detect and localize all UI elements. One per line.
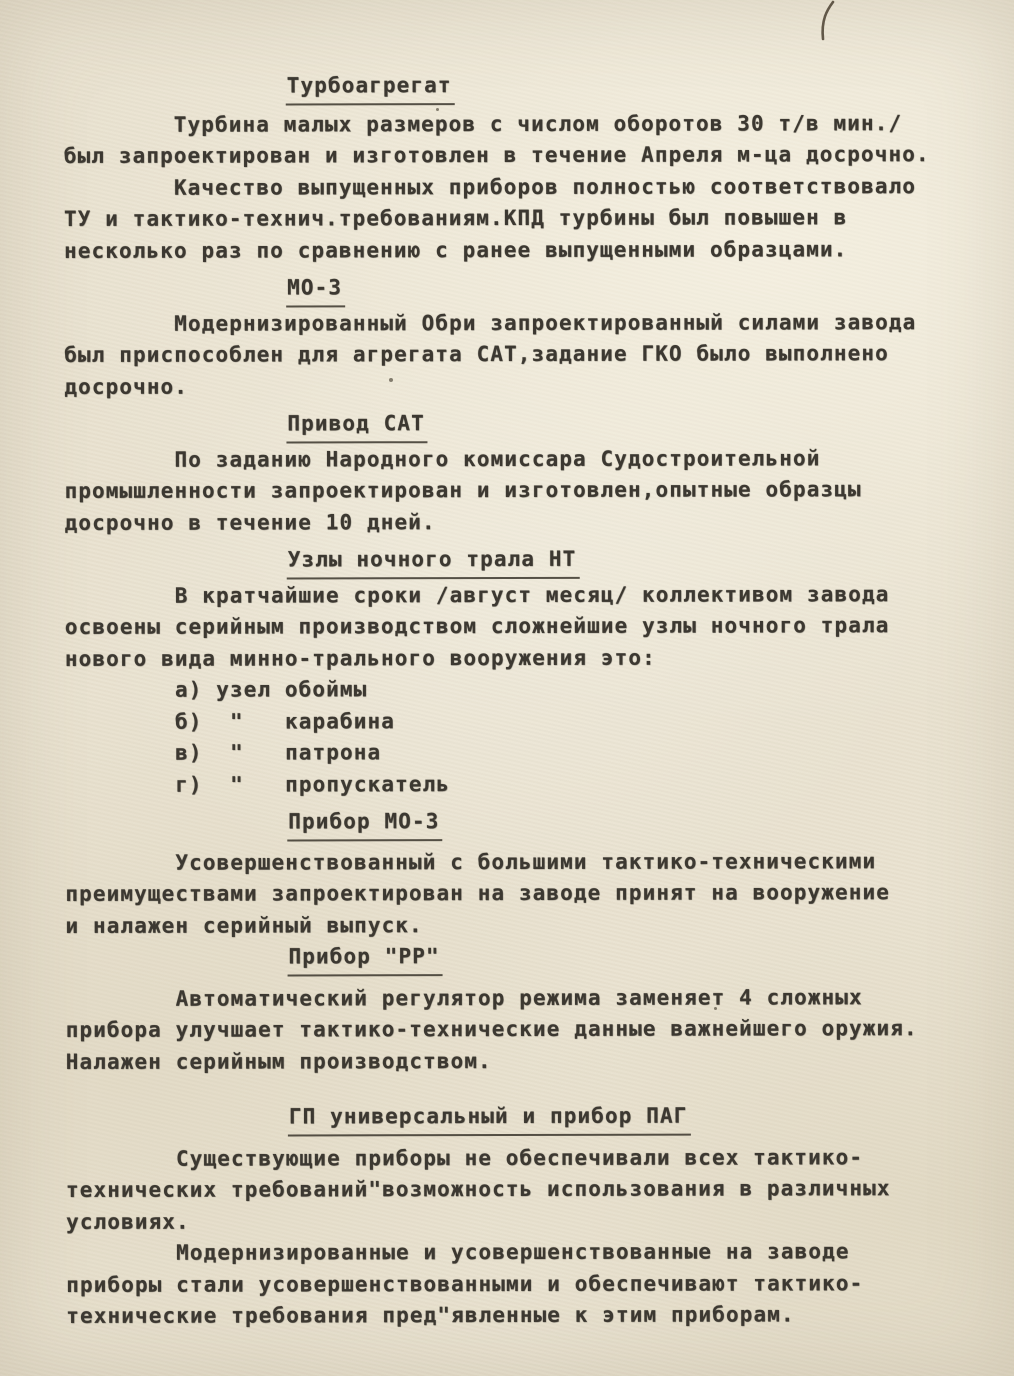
- text-line: Модернизированные и усовершенствованные на заводе: [176, 1239, 850, 1265]
- section: [66, 940, 971, 1078]
- paragraph: [66, 1142, 971, 1238]
- text-line: Модернизированный Обри запроектированный силами завода: [174, 309, 917, 336]
- text-line: Налажен серийным производством.: [65, 1048, 492, 1074]
- section-heading-row: [286, 271, 969, 304]
- text-line: По заданию Народного комиссара Судостроительной: [174, 445, 821, 472]
- text-line: Существующие приборы не обеспечивали всех тактико-: [175, 1144, 864, 1171]
- section-heading-row: [288, 940, 971, 973]
- text-line: В кратчайшие сроки /август месяц/ коллективом завода: [174, 581, 890, 608]
- text-line: приборы стали усовершенствованными и обеспечивают тактико-: [66, 1270, 864, 1297]
- text-line: условиях.: [66, 1209, 190, 1234]
- text-line: досрочно.: [64, 374, 189, 399]
- text-line: Качество выпущенных приборов полностью соответствовало: [173, 173, 917, 200]
- text-line: был приспособлен для агрегата САТ,задание ГКО было выполнено: [64, 341, 889, 367]
- section-heading: МО-3: [286, 272, 345, 307]
- text-line: был запроектирован и изготовлен в течение Апреля м-ца досрочно.: [63, 142, 930, 168]
- section-heading: Прибор МО-3: [287, 806, 442, 841]
- item-list: [65, 673, 970, 801]
- section: [66, 1100, 971, 1332]
- section-heading-row: [286, 69, 969, 102]
- paragraph: [66, 982, 971, 1078]
- paragraph: [64, 108, 969, 173]
- text-line: Турбина малых размеров с числом оборотов 30 т/в мин./: [173, 110, 903, 137]
- section-heading: Привод САТ: [286, 408, 428, 443]
- text-line: досрочно в течение 10 дней.: [64, 509, 436, 535]
- section-heading: Узлы ночного трала НТ: [287, 544, 580, 579]
- list-item: б) " карабина: [175, 708, 395, 734]
- list-item: г) " пропускатель: [175, 771, 451, 797]
- text-line: нового вида минно-трального вооружения это:: [64, 645, 656, 671]
- paragraph: [65, 846, 970, 942]
- text-line: прибора улучшает тактико-технические данные важнейшего оружия.: [65, 1016, 918, 1042]
- text-line: освоены серийным производством сложнейшие узлы ночного трала: [64, 613, 890, 639]
- document-body: [64, 69, 972, 1332]
- list-item: а) узел обоймы: [174, 677, 368, 702]
- text-line: Усовершенствованный с большими тактико-техническими: [175, 848, 877, 875]
- section-heading-row: [287, 805, 970, 838]
- section: [65, 543, 971, 801]
- section-heading-row: [287, 543, 970, 576]
- text-line: несколько раз по сравнению с ранее выпущенными образцами.: [64, 236, 848, 263]
- section-heading-row: [288, 1100, 971, 1133]
- paragraph: [65, 579, 970, 675]
- text-line: преимуществами запроектирован на заводе принят на вооружение: [65, 880, 891, 906]
- section-heading-row: [286, 407, 969, 440]
- text-line: технических требований"возможность использования в различных: [65, 1176, 891, 1202]
- section: [64, 271, 969, 403]
- text-line: технические требования пред"явленные к этим приборам.: [66, 1302, 795, 1328]
- handwritten-mark: [812, 0, 840, 42]
- section: [64, 69, 969, 267]
- section: [64, 407, 969, 539]
- section-heading: Прибор "РР": [288, 941, 443, 976]
- text-line: Автоматический регулятор режима заменяет 4 сложных: [175, 984, 863, 1011]
- text-line: промышленности запроектирован и изготовлен,опытные образцы: [64, 477, 862, 503]
- list-item: в) " патрона: [175, 740, 382, 765]
- paragraph: [66, 1236, 971, 1332]
- text-line: и налажен серийный выпуск.: [65, 912, 423, 938]
- paragraph: [64, 171, 969, 267]
- section-heading: ГП универсальный и прибор ПАГ: [288, 1101, 691, 1136]
- section: [65, 805, 970, 942]
- section-heading: Турбоагрегат: [286, 70, 455, 105]
- text-line: ТУ и тактико-технич.требованиям.КПД турбины был повышен в: [63, 205, 848, 231]
- paragraph: [64, 443, 969, 539]
- paragraph: [64, 307, 969, 403]
